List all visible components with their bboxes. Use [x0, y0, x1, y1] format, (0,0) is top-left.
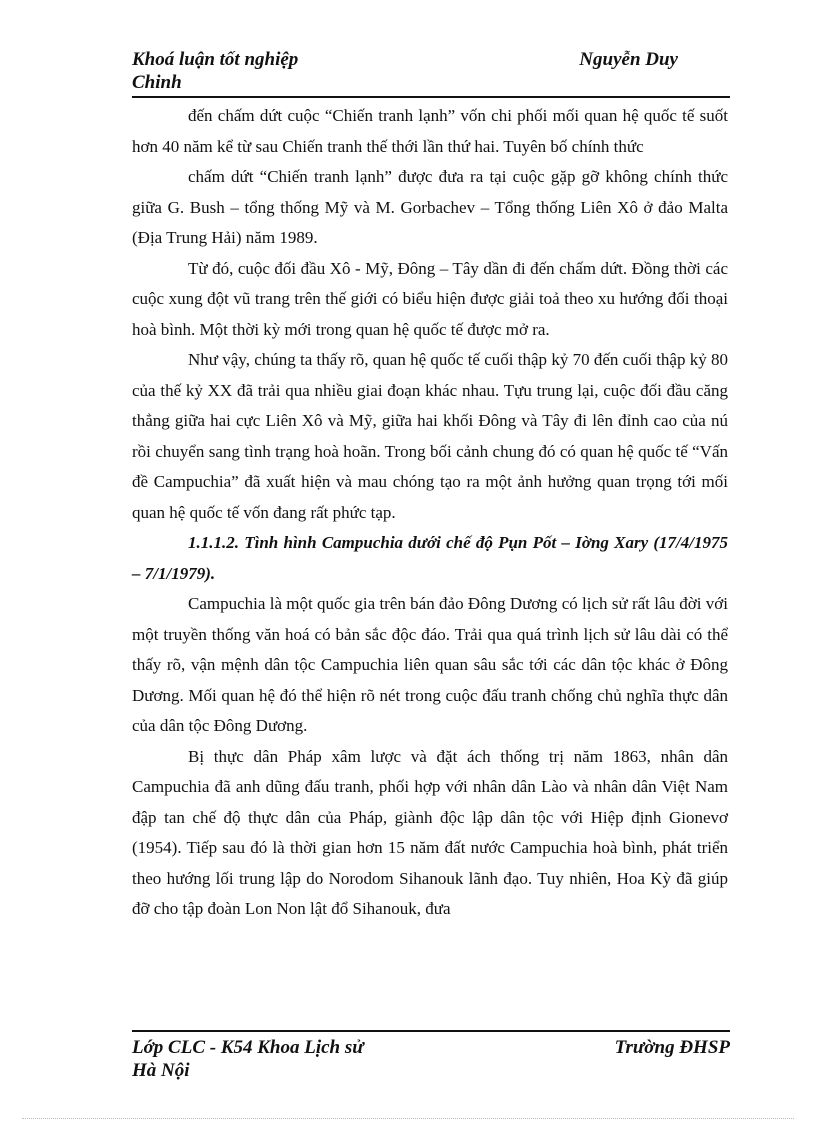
footer-class-label: Lớp CLC - K54 Khoa Lịch sử: [132, 1037, 364, 1058]
header-thesis-label: Khoá luận tốt nghiệp: [132, 49, 299, 70]
paragraph-5: Campuchia là một quốc gia trên bán đảo Đông Dương có lịch sử rất lâu đời với một truyền thống văn hoá có bản sắc độc đáo. Trải qua quá trình lịch sử lâu dài có thể thấy rõ, vận mệnh dân tộc Campuchia liên quan sâu sắc tới các dân tộc khác ở Đông Dương. Mối quan hệ đó thể hiện rõ nét trong cuộc đấu tranh chống chủ nghĩa thực dân của dân tộc Đông Dương.: [132, 594, 728, 735]
page-boundary-line: [22, 1118, 794, 1119]
paragraph-4: Như vậy, chúng ta thấy rõ, quan hệ quốc tế cuối thập kỷ 70 đến cuối thập kỷ 80 của thế kỷ XX đã trải qua nhiều giai đoạn khác nhau. Tựu trung lại, cuộc đối đầu căng thẳng giữa hai cực Liên Xô và Mỹ, giữa hai khối Đông và Tây đi lên đỉnh cao của nú rồi chuyển sang tình trạng hoà hoãn. Trong bối cảnh chung đó có quan hệ quốc tế “Vấn đề Campuchia” đã xuất hiện và mau chóng tạo ra một ảnh hưởng quan trọng tới mối quan hệ quốc tế vốn đang rất phức tạp.: [132, 350, 728, 522]
paragraph-1: đến chấm dứt cuộc “Chiến tranh lạnh” vốn chi phối mối quan hệ quốc tế suốt hơn 40 năm kể từ sau Chiến tranh thế thới lần thứ hai. Tuyên bố chính thức: [132, 106, 728, 156]
header-author-continued: Chinh: [132, 72, 182, 93]
page-header: [132, 48, 730, 94]
footer-university: Trường ĐHSP: [614, 1037, 730, 1058]
section-heading: 1.1.1.2. Tình hình Campuchia dưới chế độ Pụn Pốt – Iờng Xary (17/4/1975 – 7/1/1979).: [132, 533, 728, 583]
document-body: [132, 101, 728, 925]
footer-city: Hà Nội: [132, 1060, 190, 1081]
header-rule: [132, 96, 730, 98]
header-author: Nguyễn Duy: [579, 49, 678, 70]
paragraph-6: Bị thực dân Pháp xâm lược và đặt ách thống trị năm 1863, nhân dân Campuchia đã anh dũng đấu tranh, phối hợp với nhân dân Lào và nhân dân Việt Nam đập tan chế độ thực dân của Pháp, giành độc lập dân tộc với Hiệp định Gionevơ (1954). Tiếp sau đó là thời gian hơn 15 năm đất nước Campuchia hoà bình, phát triển theo hướng lối trung lập do Norodom Sihanouk lãnh đạo. Tuy nhiên, Hoa Kỳ đã giúp đỡ cho tập đoàn Lon Non lật đổ Sihanouk, đưa: [132, 746, 728, 918]
paragraph-2: chấm dứt “Chiến tranh lạnh” được đưa ra tại cuộc gặp gỡ không chính thức giữa G. Bush – tổng thống Mỹ và M. Gorbachev – Tổng thống Liên Xô ở đảo Malta (Địa Trung Hải) năm 1989.: [132, 167, 728, 247]
paragraph-3: Từ đó, cuộc đối đầu Xô - Mỹ, Đông – Tây dần đi đến chấm dứt. Đồng thời các cuộc xung đột vũ trang trên thế giới có biểu hiện được giải toả theo xu hướng đối thoại hoà bình. Một thời kỳ mới trong quan hệ quốc tế được mở ra.: [132, 258, 728, 339]
page-footer: [132, 1030, 730, 1082]
